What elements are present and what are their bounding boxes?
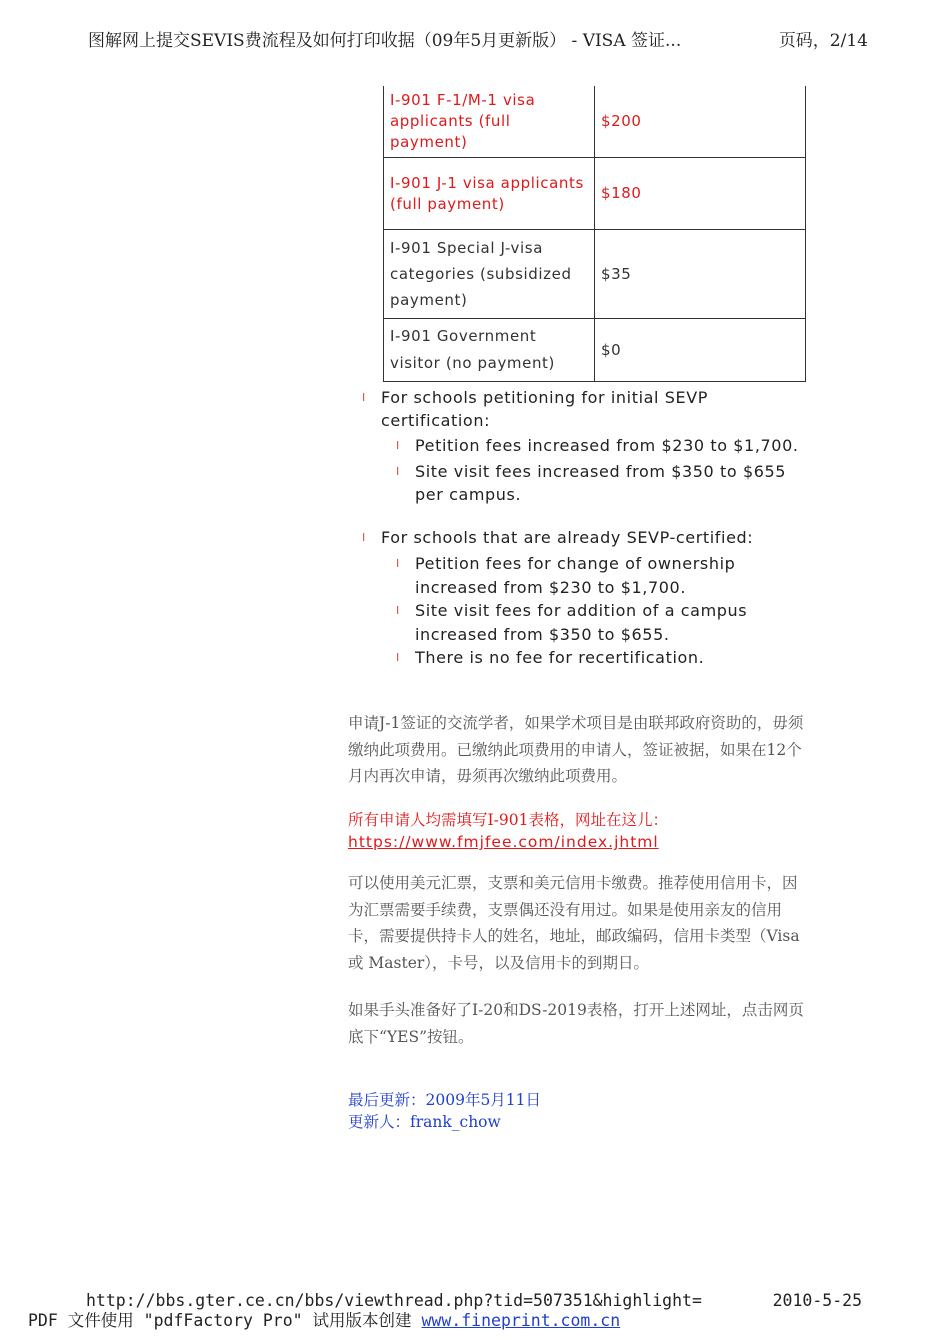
bullet-icon: l [362, 391, 366, 404]
bullet-icon: l [396, 604, 400, 617]
page-number: 页码，2/14 [778, 31, 868, 51]
already-certified-list [360, 526, 810, 670]
initial-certification-list [360, 386, 810, 507]
payment-paragraph: 可以使用美元汇票，支票和美元信用卡缴费。推荐使用信用卡，因为汇票需要手续费，支票偶还没有用过。如果是使用亲友的信用卡，需要提供持卡人的姓名，地址，邮政编码，信用卡类型（Visa 或 Master），卡号，以及信用卡的到期日。 [348, 874, 800, 972]
fee-amount: $180 [595, 158, 806, 230]
list-item [360, 552, 810, 599]
list-heading: For schools that are already SEVP-certified: [381, 528, 754, 547]
form-instruction: 所有申请人均需填写I-901表格，网址在这儿： [348, 811, 668, 829]
fee-category: I-901 J-1 visa applicants (full payment) [384, 158, 595, 230]
yes-button-paragraph: 如果手头准备好了I-20和DS-2019表格，打开上述网址，点击网页底下“YES”按钮。 [348, 1001, 804, 1046]
bullet-icon: l [396, 557, 400, 570]
form-paragraph [348, 809, 808, 853]
list-item [360, 646, 810, 670]
list-item [360, 460, 810, 507]
fee-category: I-901 Government visitor (no payment) [384, 319, 595, 382]
page-header [88, 26, 868, 50]
fineprint-link[interactable]: www.fineprint.com.cn [421, 1311, 621, 1330]
fee-amount: $200 [595, 86, 806, 158]
bullet-icon: l [396, 439, 400, 452]
j1-exemption-paragraph: 申请J-1签证的交流学者，如果学术项目是由联邦政府资助的，毋须缴纳此项费用。已缴纳此项费用的申请人，签证被据，如果在12个月内再次申请，毋须再次缴纳此项费用。 [348, 714, 804, 785]
table-row [384, 230, 806, 319]
fee-table [383, 86, 806, 382]
fee-amount: $35 [595, 230, 806, 319]
fee-amount: $0 [595, 319, 806, 382]
list-heading: For schools petitioning for initial SEVP certification: [381, 388, 709, 430]
list-item-text: Site visit fees for addition of a campus increased from $350 to $655. [415, 601, 748, 644]
source-url: http://bbs.gter.ce.cn/bbs/viewthread.php?tid=507351&highlight= [86, 1291, 702, 1310]
table-row [384, 86, 806, 158]
table-row [384, 319, 806, 382]
list-item-text: Petition fees increased from $230 to $1,700. [415, 436, 799, 455]
list-item-text: There is no fee for recertification. [415, 648, 705, 667]
fee-category: I-901 Special J-visa categories (subsidized payment) [384, 230, 595, 319]
update-info [348, 1089, 808, 1133]
list-item [360, 434, 810, 458]
bullet-icon: l [396, 651, 400, 664]
list-item [360, 386, 810, 432]
pdf-note-text: PDF 文件使用 "pdfFactory Pro" 试用版本创建 [28, 1311, 422, 1330]
print-date: 2010-5-25 [772, 1291, 862, 1310]
list-item-text: Petition fees for change of ownership increased from $230 to $1,700. [415, 554, 736, 597]
list-item-text: Site visit fees increased from $350 to $655 per campus. [415, 461, 787, 504]
fee-category: I-901 F-1/M-1 visa applicants (full payment) [384, 86, 595, 158]
fmjfee-link[interactable]: https://www.fmjfee.com/index.jhtml [348, 833, 659, 851]
pdf-note [28, 1307, 620, 1331]
document-title: 图解网上提交SEVIS费流程及如何打印收据（09年5月更新版） - VISA 签证... [88, 31, 682, 51]
list-item [360, 599, 810, 646]
table-row [384, 158, 806, 230]
updater: 更新人：frank_chow [348, 1113, 501, 1131]
bullet-icon: l [362, 531, 366, 544]
last-update: 最后更新：2009年5月11日 [348, 1091, 542, 1109]
list-item [360, 526, 810, 549]
bullet-icon: l [396, 464, 400, 478]
